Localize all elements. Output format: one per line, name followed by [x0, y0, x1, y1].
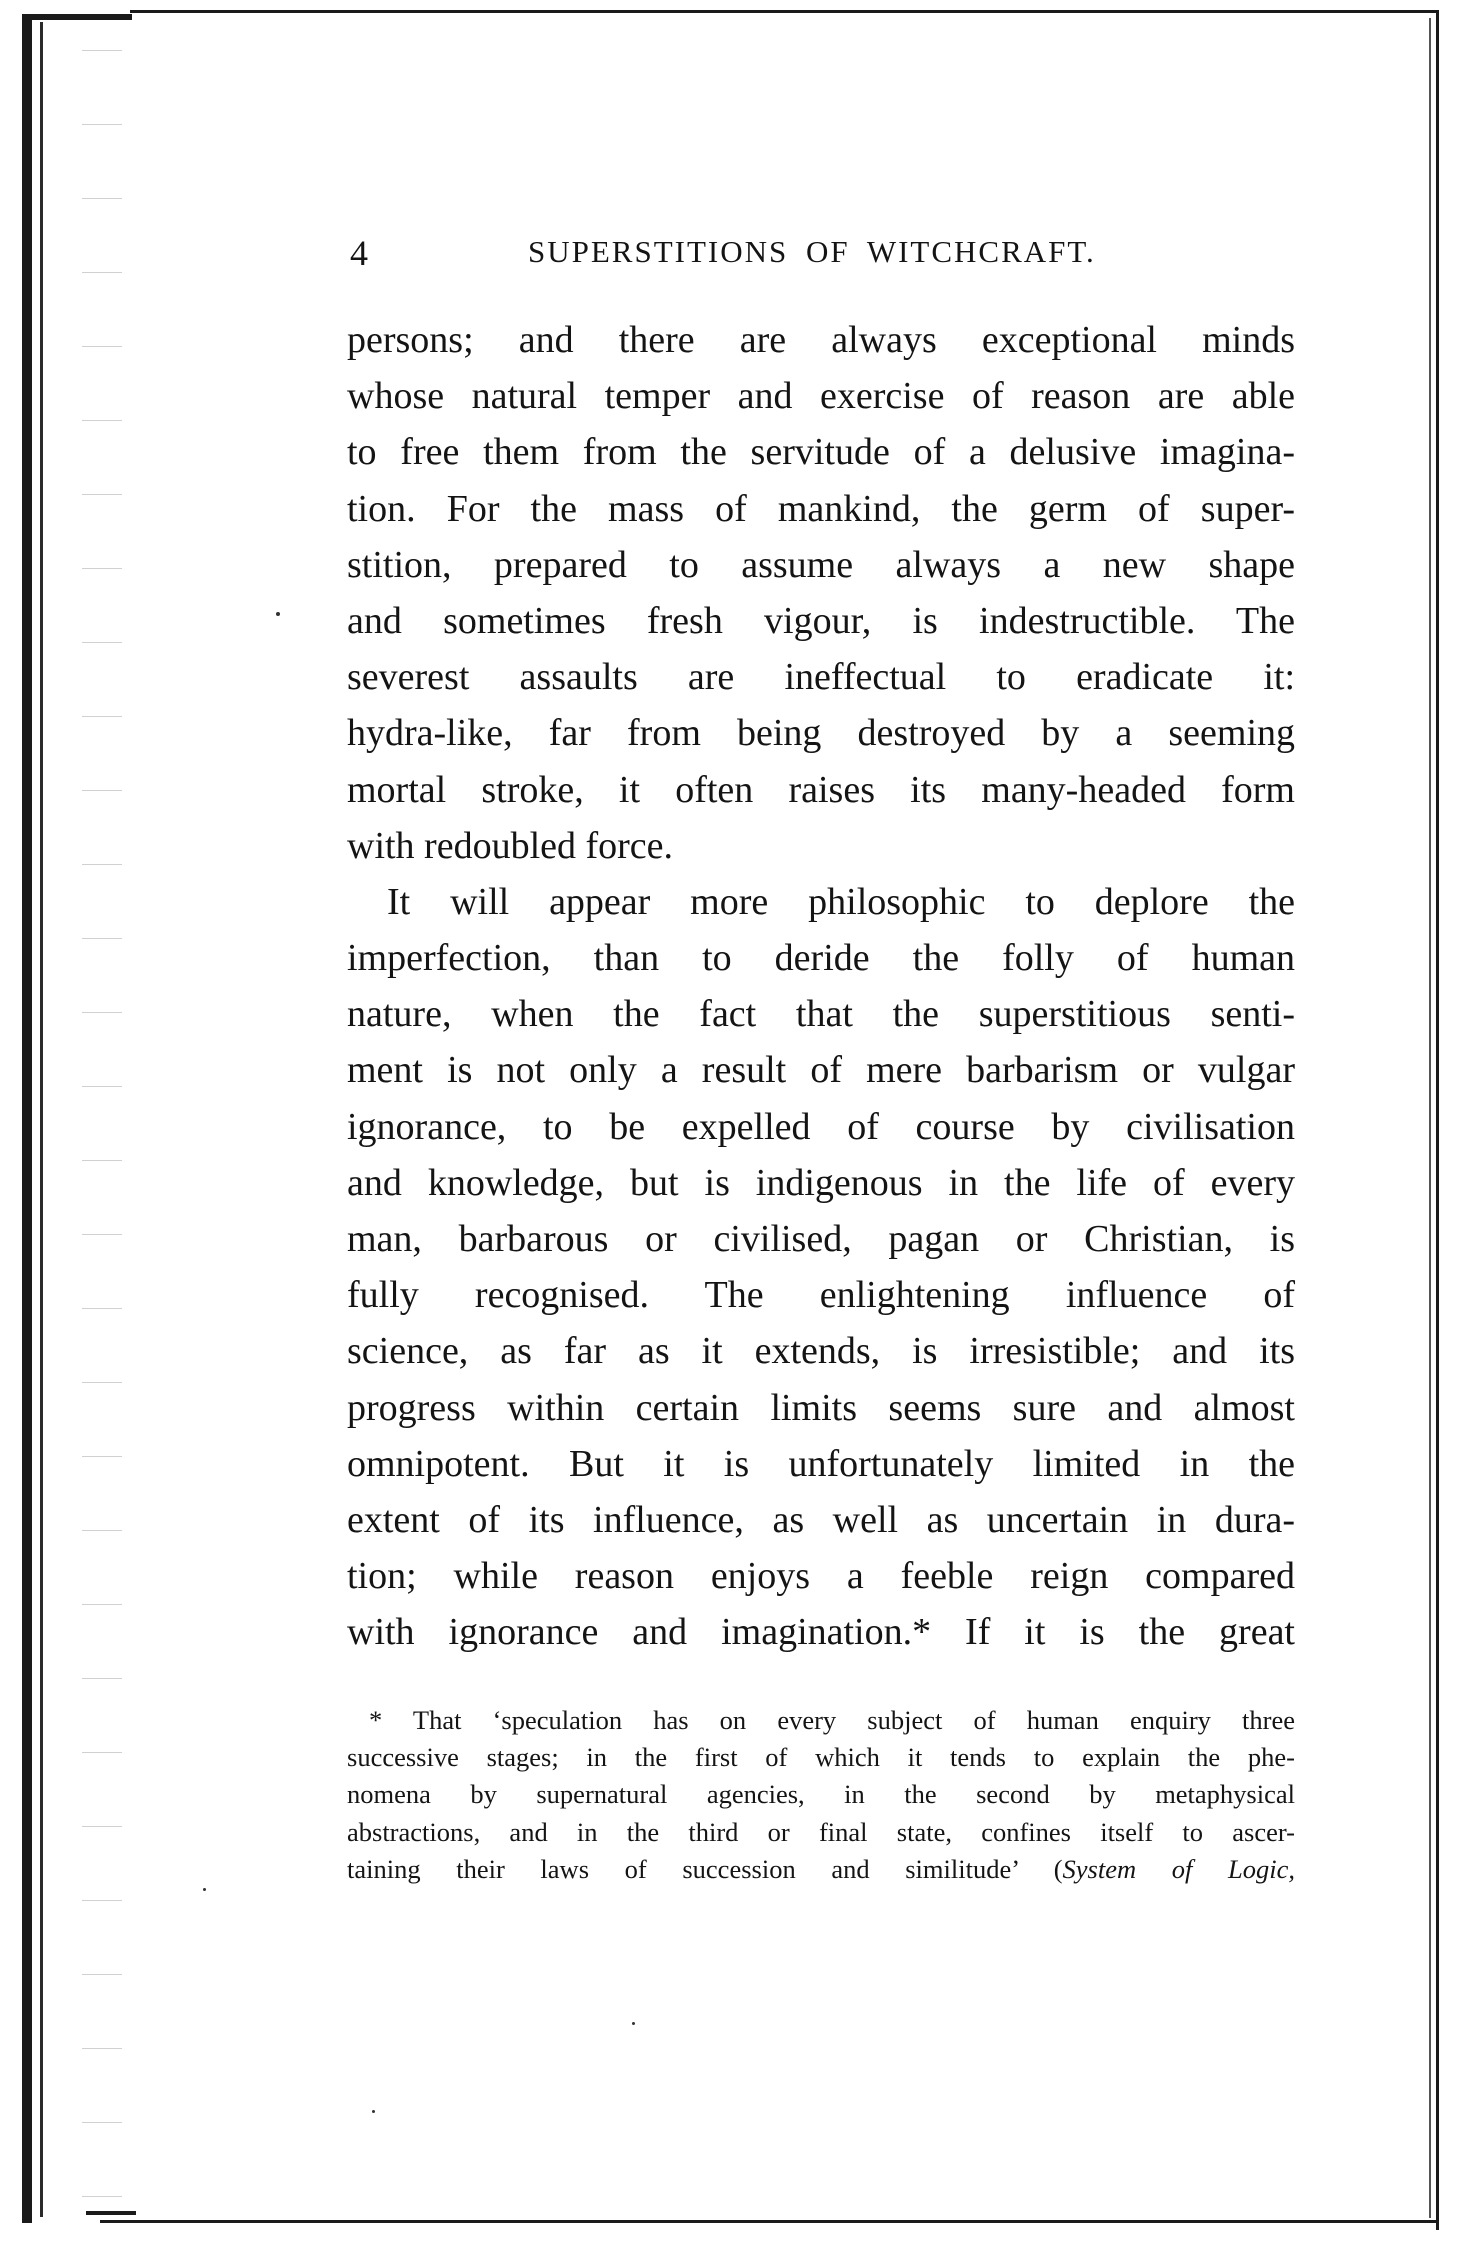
- scan-speck: [372, 2110, 375, 2113]
- page-edge-right-inner: [1429, 18, 1431, 2218]
- running-title: SUPERSTITIONS OF WITCHCRAFT.: [528, 234, 1096, 269]
- page-edge-right: [1436, 10, 1439, 2230]
- footnote-line: successive stages; in the first of which it tends to explain the phe-: [347, 1742, 1295, 1773]
- text-line: progress within certain limits seems sure and almost: [347, 1386, 1295, 1429]
- footnote-line: nomena by supernatural agencies, in the second by metaphysical: [347, 1779, 1295, 1810]
- text-line: severest assaults are ineffectual to eradicate it:: [347, 656, 1295, 699]
- text-line: persons; and there are always exceptional minds: [347, 319, 1295, 361]
- scan-speck: [632, 2022, 635, 2025]
- text-line: ignorance, to be expelled of course by civilisation: [347, 1105, 1295, 1148]
- text-line: imperfection, than to deride the folly of human: [347, 937, 1295, 980]
- text-line: It will appear more philosophic to deplore the: [387, 880, 1295, 923]
- text-line: omnipotent. But it is unfortunately limited in the: [347, 1442, 1295, 1485]
- footnote-citation: System of Logic,: [1062, 1853, 1296, 1884]
- text-line: hydra-like, far from being destroyed by a seeming: [347, 712, 1295, 755]
- text-line: extent of its influence, as well as uncertain in dura-: [347, 1498, 1295, 1541]
- binding-edge-inner: [40, 22, 43, 2217]
- footnote-line: * That ‘speculation has on every subject of human enquiry three: [369, 1705, 1295, 1735]
- footnote: [347, 1702, 1295, 1888]
- page-header: [350, 232, 1310, 276]
- page-edge-bottom: [100, 2220, 1439, 2223]
- page-number: 4: [350, 233, 369, 273]
- text-line: to free them from the servitude of a delusive imagina-: [347, 431, 1295, 474]
- text-line: with redoubled force.: [347, 824, 674, 867]
- scan-speck: [203, 1888, 206, 1891]
- scan-speck: [276, 612, 280, 616]
- text-line: whose natural temper and exercise of reason are able: [347, 375, 1295, 418]
- footnote-line: [347, 1851, 1295, 1888]
- text-line: and sometimes fresh vigour, is indestructible. The: [347, 599, 1295, 642]
- page-edge-bottom-corner: [86, 2211, 136, 2215]
- text-line: and knowledge, but is indigenous in the life of every: [347, 1161, 1295, 1204]
- text-line: fully recognised. The enlightening influence of: [347, 1274, 1295, 1317]
- text-line: stition, prepared to assume always a new shape: [347, 543, 1295, 586]
- text-line: tion; while reason enjoys a feeble reign compared: [347, 1555, 1295, 1598]
- text-line: ment is not only a result of mere barbarism or vulgar: [347, 1049, 1295, 1092]
- page-edge-top: [130, 10, 1439, 13]
- text-line: nature, when the fact that the superstitious senti-: [347, 993, 1295, 1036]
- footnote-text: taining their laws of succession and similitude’ (: [347, 1853, 1063, 1884]
- text-line: man, barbarous or civilised, pagan or Christian, is: [347, 1218, 1295, 1260]
- gutter-marks: [82, 20, 122, 2230]
- text-line: science, as far as it extends, is irresistible; and its: [347, 1330, 1295, 1373]
- body-text: [347, 312, 1295, 1661]
- text-line: with ignorance and imagination.* If it is the great: [347, 1611, 1295, 1654]
- text-line: tion. For the mass of mankind, the germ of super-: [347, 487, 1295, 530]
- binding-edge: [22, 18, 32, 2223]
- text-line: mortal stroke, it often raises its many-headed form: [347, 768, 1295, 811]
- footnote-line: abstractions, and in the third or final state, confines itself to ascer-: [347, 1816, 1295, 1847]
